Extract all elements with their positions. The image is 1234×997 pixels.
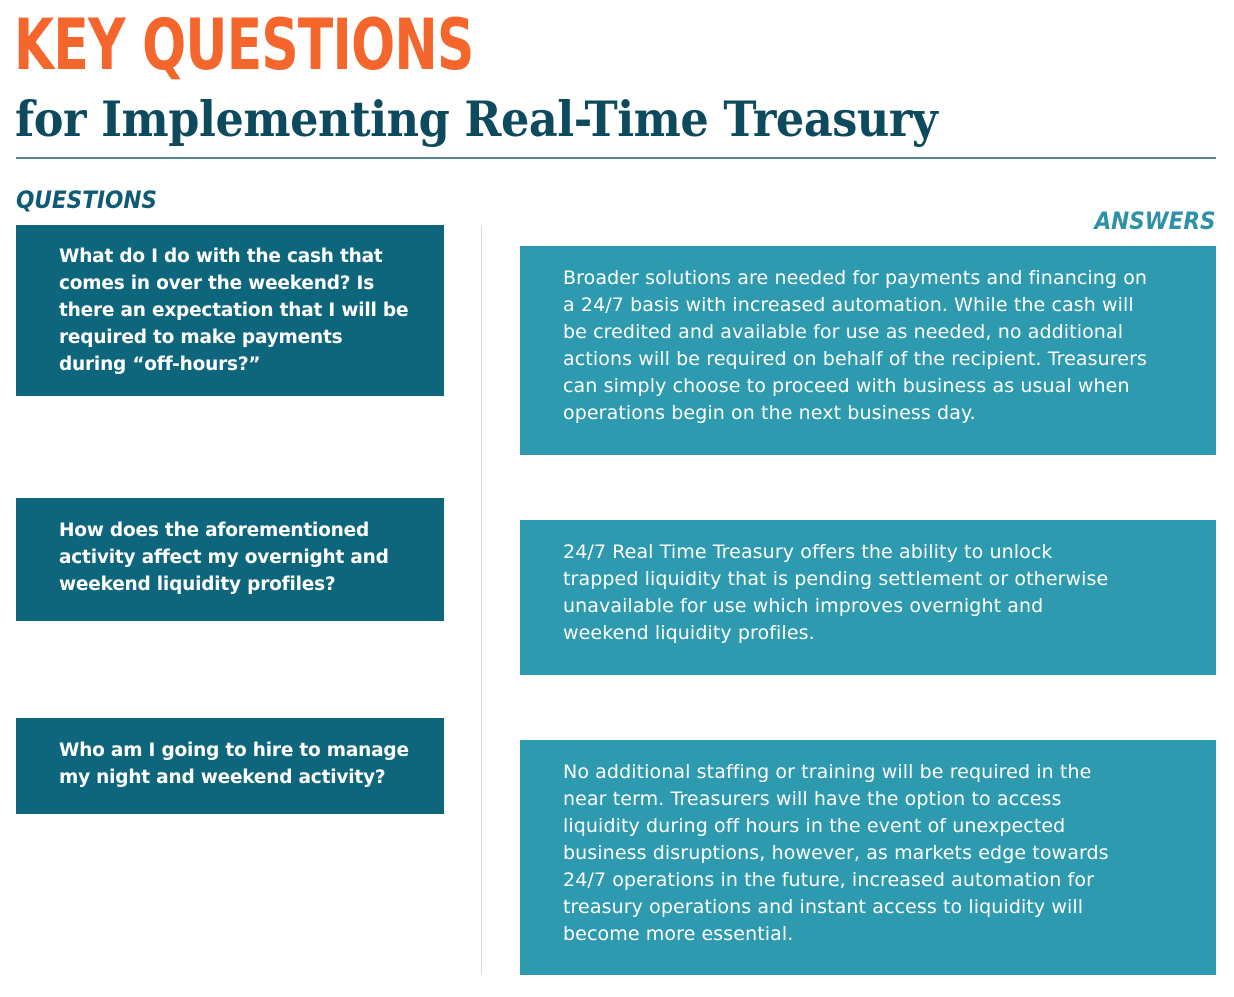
- question-line: Who am I going to hire to manage: [59, 740, 409, 761]
- page-title: KEY QUESTIONS: [14, 4, 474, 86]
- answer-line: a 24/7 basis with increased automation. While the cash will: [563, 294, 1134, 316]
- answer-line: operations begin on the next business day.: [563, 402, 976, 424]
- answer-line: business disruptions, however, as markets edge towards: [563, 842, 1109, 864]
- answer-text: [563, 539, 1191, 647]
- answers-heading: ANSWERS: [1094, 207, 1216, 235]
- question-text: [59, 737, 424, 791]
- answer-card-2: [520, 520, 1216, 675]
- page-subtitle: for Implementing Real-Time Treasury: [15, 90, 938, 148]
- question-line: comes in over the weekend? Is: [59, 273, 375, 294]
- column-divider: [481, 225, 482, 975]
- answer-card-3: [520, 740, 1216, 975]
- answer-line: be credited and available for use as needed, no additional: [563, 321, 1124, 343]
- answer-text: [563, 265, 1191, 427]
- answer-line: treasury operations and instant access to liquidity will: [563, 896, 1084, 918]
- question-text: [59, 243, 424, 378]
- question-card-1: [16, 225, 444, 396]
- answer-line: can simply choose to proceed with business as usual when: [563, 375, 1130, 397]
- header-divider: [16, 157, 1216, 159]
- question-text: [59, 517, 424, 598]
- question-line: activity affect my overnight and: [59, 547, 389, 568]
- question-line: my night and weekend activity?: [59, 767, 386, 788]
- questions-heading: QUESTIONS: [16, 186, 157, 214]
- question-line: during “off-hours?”: [59, 354, 261, 375]
- answer-line: actions will be required on behalf of the recipient. Treasurers: [563, 348, 1147, 370]
- answer-line: 24/7 operations in the future, increased automation for: [563, 869, 1094, 891]
- question-card-3: [16, 718, 444, 814]
- answer-line: No additional staffing or training will be required in the: [563, 761, 1092, 783]
- question-card-2: [16, 498, 444, 621]
- answer-line: 24/7 Real Time Treasury offers the ability to unlock: [563, 541, 1053, 563]
- question-line: there an expectation that I will be: [59, 300, 409, 321]
- answer-line: unavailable for use which improves overnight and: [563, 595, 1044, 617]
- answer-line: Broader solutions are needed for payments and financing on: [563, 267, 1148, 289]
- answer-line: become more essential.: [563, 923, 794, 945]
- question-line: weekend liquidity profiles?: [59, 574, 336, 595]
- answer-card-1: [520, 246, 1216, 455]
- answer-line: trapped liquidity that is pending settlement or otherwise: [563, 568, 1109, 590]
- answer-text: [563, 759, 1191, 948]
- answer-line: liquidity during off hours in the event of unexpected: [563, 815, 1066, 837]
- answer-line: weekend liquidity profiles.: [563, 622, 815, 644]
- question-line: required to make payments: [59, 327, 343, 348]
- question-line: How does the aforementioned: [59, 520, 370, 541]
- answer-line: near term. Treasurers will have the option to access: [563, 788, 1062, 810]
- question-line: What do I do with the cash that: [59, 246, 383, 267]
